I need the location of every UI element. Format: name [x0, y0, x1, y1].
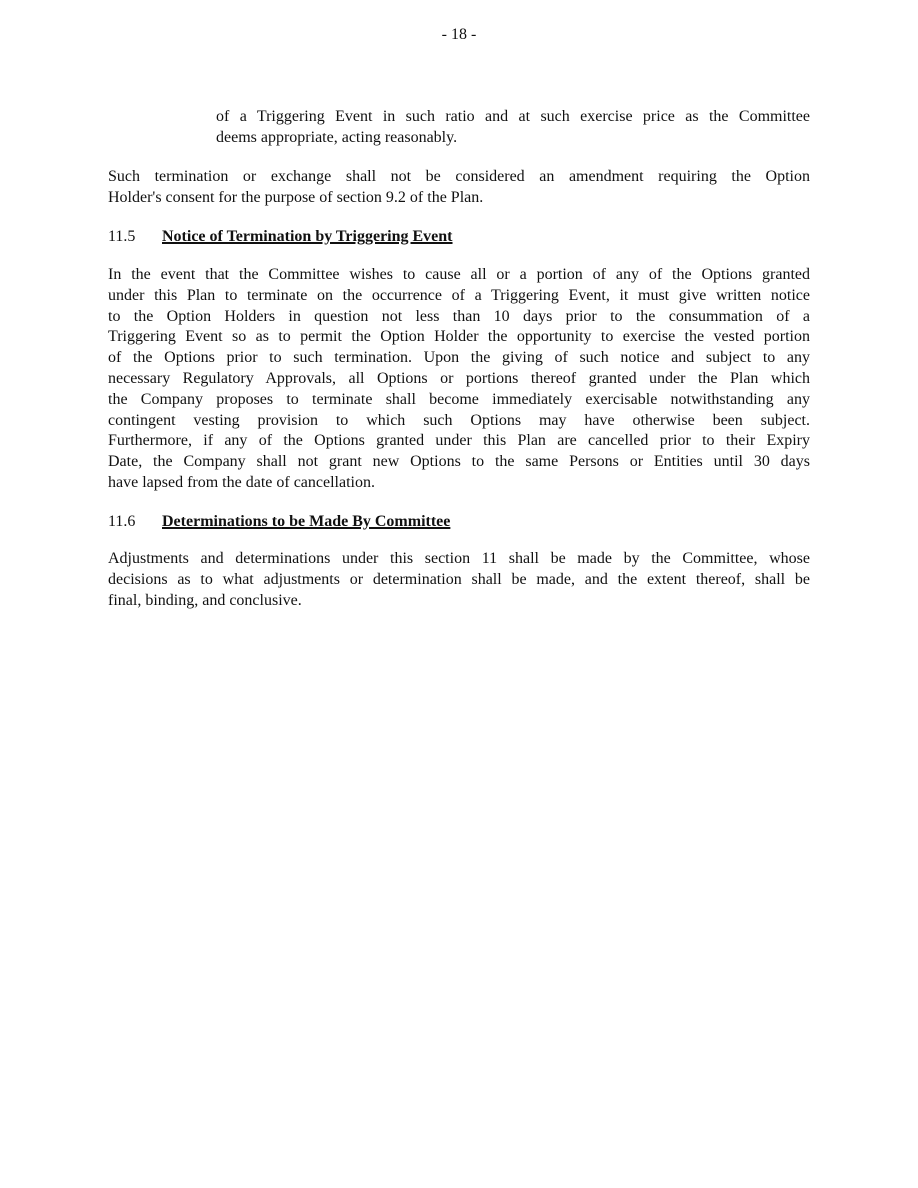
- text-line: necessary Regulatory Approvals, all Options or portions thereof granted under the Plan which: [108, 369, 810, 387]
- text-line: of the Options prior to such termination. Upon the giving of such notice and subject to any: [108, 349, 810, 367]
- text-line: deems appropriate, acting reasonably.: [216, 128, 458, 146]
- text-line: In the event that the Committee wishes to cause all or a portion of any of the Options granted: [108, 266, 810, 283]
- section-heading-11-5: [108, 227, 453, 247]
- text-line: the Company proposes to terminate shall become immediately exercisable notwithstanding any: [108, 390, 810, 408]
- paragraph-termination-exchange: [108, 167, 810, 209]
- paragraph-determinations: [108, 549, 810, 611]
- text-line: Adjustments and determinations under this section 11 shall be made by the Committee, whose: [108, 550, 810, 567]
- text-line: contingent vesting provision to which such Options may have otherwise been subject.: [108, 411, 810, 429]
- text-line: under this Plan to terminate on the occurrence of a Triggering Event, it must give written notice: [108, 286, 810, 304]
- text-line: Triggering Event so as to permit the Option Holder the opportunity to exercise the vested portion: [108, 328, 810, 346]
- page-number: - 18 -: [441, 26, 477, 43]
- text-line: have lapsed from the date of cancellation.: [108, 473, 375, 491]
- text-line: Such termination or exchange shall not be considered an amendment requiring the Option: [108, 168, 810, 185]
- text-line: Furthermore, if any of the Options granted under this Plan are cancelled prior to their Expiry: [108, 432, 810, 450]
- section-title: Determinations to be Made By Committee: [162, 513, 451, 530]
- text-line: decisions as to what adjustments or determination shall be made, and the extent thereof, shall be: [108, 570, 810, 588]
- paragraph-continuation: [216, 107, 810, 149]
- text-line: to the Option Holders in question not less than 10 days prior to the consummation of a: [108, 307, 810, 325]
- paragraph-notice-of-termination: [108, 265, 810, 494]
- section-number: 11.6: [108, 513, 136, 530]
- section-title: Notice of Termination by Triggering Event: [162, 228, 453, 245]
- text-line: final, binding, and conclusive.: [108, 591, 302, 609]
- section-number: 11.5: [108, 228, 136, 245]
- text-line: Holder's consent for the purpose of section 9.2 of the Plan.: [108, 188, 484, 206]
- text-line: of a Triggering Event in such ratio and at such exercise price as the Committee: [216, 108, 810, 125]
- section-heading-11-6: [108, 512, 450, 532]
- text-line: Date, the Company shall not grant new Options to the same Persons or Entities until 30 days: [108, 453, 810, 471]
